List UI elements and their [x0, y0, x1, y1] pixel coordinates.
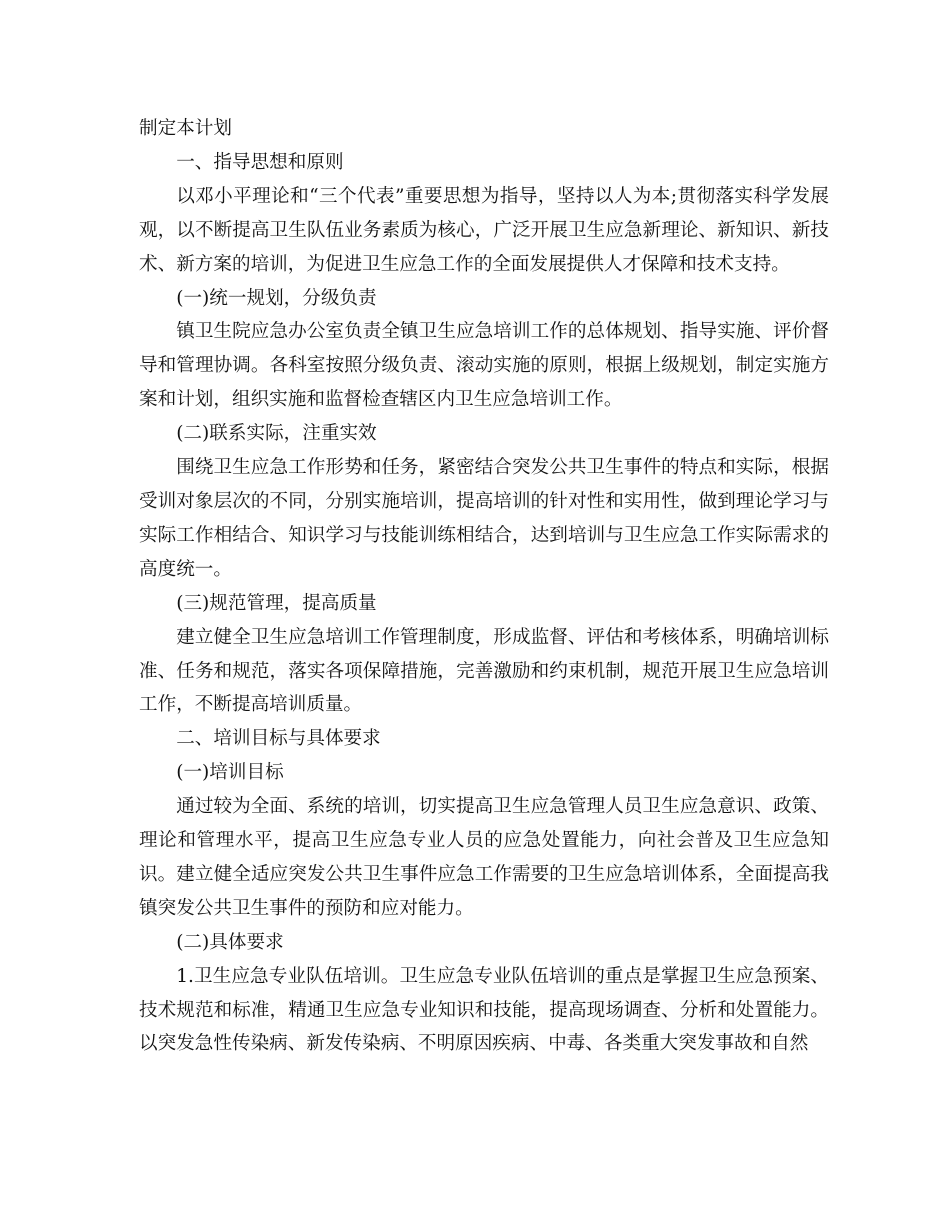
heading-guiding-principles: 一、指导思想和原则	[176, 151, 344, 173]
subheading-training-goal: (一)培训目标	[176, 762, 284, 784]
subheading-practical-effect: (二)联系实际，注重实效	[176, 423, 377, 445]
subheading-standard-management: (三)规范管理，提高质量	[176, 592, 377, 614]
document-body	[139, 112, 829, 1061]
paragraph-training-goal: 通过较为全面、系统的培训，切实提高卫生应急管理人员卫生应急意识、政策、理论和管理水平，提高卫生应急专业人员的应急处置能力，向社会普及卫生应急知识。建立健全适应突发公共卫生事件应急工作需要的卫生应急培训体系，全面提高我镇突发公共卫生事件的预防和应对能力。	[139, 796, 829, 919]
paragraph-unified-planning: 镇卫生院应急办公室负责全镇卫生应急培训工作的总体规划、指导实施、评价督导和管理协调。各科室按照分级负责、滚动实施的原则，根据上级规划，制定实施方案和计划，组织实施和监督检查辖区内卫生应急培训工作。	[139, 321, 829, 411]
paragraph-professional-team-training: 1.卫生应急专业队伍培训。卫生应急专业队伍培训的重点是掌握卫生应急预案、技术规范和标准，精通卫生应急专业知识和技能，提高现场调查、分析和处置能力。以突发急性传染病、新发传染病、不明原因疾病、中毒、各类重大突发事故和自然	[139, 965, 829, 1055]
paragraph-practical-effect: 围绕卫生应急工作形势和任务，紧密结合突发公共卫生事件的特点和实际，根据受训对象层次的不同，分别实施培训，提高培训的针对性和实用性，做到理论学习与实际工作相结合、知识学习与技能训练相结合，达到培训与卫生应急工作实际需求的高度统一。	[139, 457, 829, 580]
paragraph-guiding-ideology: 以邓小平理论和“三个代表”重要思想为指导，坚持以人为本;贯彻落实科学发展观，以不断提高卫生队伍业务素质为核心，广泛开展卫生应急新理论、新知识、新技术、新方案的培训，为促进卫生应急工作的全面发展提供人才保障和技术支持。	[139, 185, 829, 275]
paragraph-continuation: 制定本计划	[139, 118, 232, 139]
subheading-unified-planning: (一)统一规划，分级负责	[176, 287, 377, 309]
subheading-specific-requirements: (二)具体要求	[176, 931, 284, 953]
paragraph-standard-management: 建立健全卫生应急培训工作管理制度，形成监督、评估和考核体系，明确培训标准、任务和规范，落实各项保障措施，完善激励和约束机制，规范开展卫生应急培训工作，不断提高培训质量。	[139, 626, 829, 716]
heading-training-goals: 二、培训目标与具体要求	[176, 728, 381, 750]
